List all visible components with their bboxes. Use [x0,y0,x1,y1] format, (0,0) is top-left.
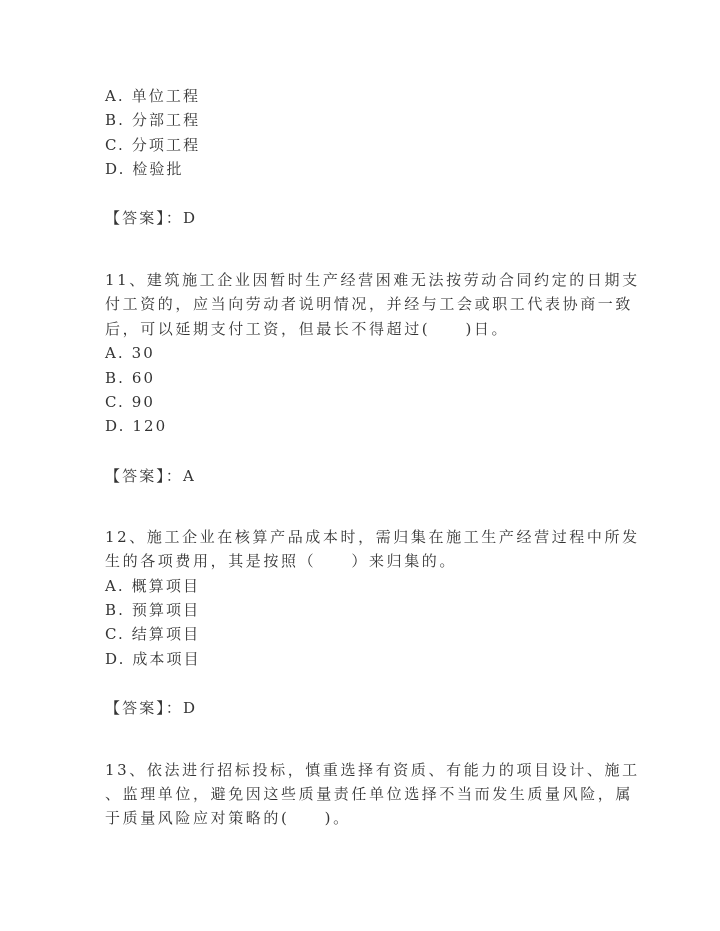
q13-text-line: 、监理单位，避免因这些质量责任单位选择不当而发生质量风险，属 [105,785,634,803]
q12-answer: 【答案】：D [105,699,198,717]
q12-option-d: D. 成本项目 [105,650,201,668]
q11-option-b: B. 60 [105,369,156,387]
q10-option-b: B. 分部工程 [105,111,201,129]
q12-option-c: C. 结算项目 [105,625,201,643]
q11-option-d: D. 120 [105,417,168,435]
q10-option-c: C. 分项工程 [105,136,201,154]
q11-option-a: A. 30 [105,344,155,362]
q12-text-line: 12、施工企业在核算产品成本时，需归集在施工生产经营过程中所发 [105,528,640,546]
q11-text-line: 后，可以延期支付工资，但最长不得超过( )日。 [105,320,510,338]
q11-option-c: C. 90 [105,393,156,411]
q10-answer: 【答案】：D [105,209,198,227]
q11-answer: 【答案】：A [105,467,196,485]
q12-option-b: B. 预算项目 [105,601,201,619]
q10-option-a: A. 单位工程 [105,87,201,105]
q12-text-line: 生的各项费用，其是按照（ ）来归集的。 [105,552,458,570]
q10-option-d: D. 检验批 [105,160,184,178]
q11-text-line: 付工资的，应当向劳动者说明情况，并经与工会或职工代表协商一致 [105,295,634,313]
q13-text-line: 于质量风险应对策略的( )。 [105,809,351,827]
q12-option-a: A. 概算项目 [105,577,201,595]
q11-text-line: 11、建筑施工企业因暂时生产经营困难无法按劳动合同约定的日期支 [105,271,640,289]
q13-text-line: 13、依法进行招标投标，慎重选择有资质、有能力的项目设计、施工 [105,761,640,779]
